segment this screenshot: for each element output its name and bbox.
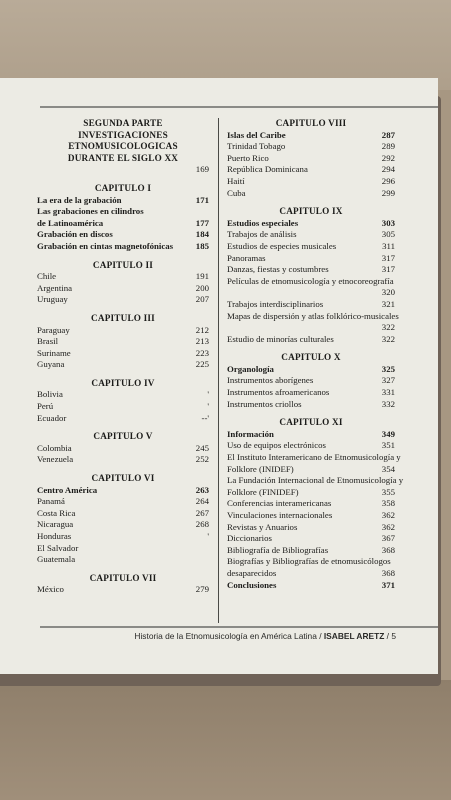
toc-entry-title: Honduras [37,531,72,541]
toc-entry-title: Información [227,428,274,439]
footer-title: Historia de la Etnomusicología en América Latina / [134,631,324,641]
toc-entry-page: 317 [381,252,395,263]
toc-entry-title: Estudios de especies musicales [227,240,337,251]
part-heading-line-4: DURANTE EL SIGLO XX [67,152,179,163]
toc-entry [37,195,209,207]
chapter-heading: CAPITULO II [92,259,154,270]
toc-entry-page: 264 [195,496,209,507]
toc-entry-title: Trabajos de análisis [227,229,297,240]
chapter-heading: CAPITULO X [281,352,341,363]
toc-entry-title: Argentina [37,282,73,293]
toc-entry-page: 320 [381,287,395,298]
toc-entry-page: 305 [381,229,395,240]
chapter-1-entries [37,195,209,253]
toc-entry [227,218,395,230]
top-rule [40,106,438,108]
toc-entry-title: Uso de equipos electrónicos [227,440,326,451]
toc-entry [227,464,395,476]
toc-entry-title: Paraguay [37,324,70,335]
toc-entry [37,543,209,555]
toc-entry-title: Las grabaciones en cilindros [37,206,144,217]
toc-entry-page: 191 [195,271,209,282]
toc-entry [37,413,209,425]
toc-entry-title: Islas del Caribe [227,129,286,140]
toc-entry-title: Haití [227,175,245,186]
toc-entry-page: 200 [195,282,209,293]
toc-entry-page: 303 [381,217,395,228]
toc-entry [37,325,209,337]
toc-entry [37,584,209,596]
toc-entry [227,387,395,399]
toc-entry-page: 296 [381,175,395,186]
toc-entry-page: 322 [381,322,395,333]
toc-entry-page: --' [201,412,209,423]
toc-entry-page: 371 [381,579,395,590]
toc-entry [227,452,401,464]
toc-entry-title: Instrumentos criollos [227,398,302,409]
toc-entry [227,522,395,534]
toc-entry [37,271,209,283]
toc-entry-page: 252 [195,454,209,465]
footer-page-number: / 5 [384,631,396,641]
toc-entry-title: Conferencias interamericanas [227,498,332,509]
toc-entry-title: Brasil [37,336,59,347]
toc-left-column [37,118,209,596]
part-heading-line-3: ETNOMUSICOLOGICAS [68,141,178,152]
toc-entry [227,141,395,153]
toc-entry [227,498,395,510]
toc-entry-title: Chile [37,271,57,282]
toc-entry-page: 322 [381,333,395,344]
chapter-heading: CAPITULO VIII [275,118,347,128]
toc-entry [37,336,209,348]
toc-right-column [227,118,404,591]
desk-background-top [0,0,451,90]
toc-entry [37,229,209,241]
toc-entry [227,176,395,188]
toc-entry [227,334,395,346]
toc-entry [37,218,209,230]
part-page-line [37,164,209,176]
toc-entry-title: Bolivia [37,389,63,400]
toc-entry [227,276,395,288]
toc-entry-title: Instrumentos aborígenes [227,375,314,386]
toc-entry-title: El Instituto Interamericano de Etnomusicología y [227,452,401,463]
chapter-heading: CAPITULO IV [91,377,155,388]
toc-entry [227,241,395,253]
column-divider [218,118,219,623]
toc-entry [37,348,209,360]
toc-entry [37,294,209,306]
toc-entry [227,545,395,557]
toc-entry [227,264,395,276]
chapter-heading: CAPITULO I [94,182,152,193]
toc-entry [227,487,395,499]
chapter-9-entries [227,217,399,346]
toc-entry-page: 355 [381,486,395,497]
toc-entry-title: Perú [37,401,54,412]
chapter-heading: CAPITULO VI [91,473,155,484]
chapter-heading: CAPITULO IX [279,206,343,217]
toc-entry-page: 245 [195,442,209,453]
toc-entry-title: La era de la grabación [37,194,122,205]
toc-entry-page: ' [207,531,209,541]
toc-entry-page: 177 [195,217,209,228]
toc-entry-title: Trabajos interdisciplinarios [227,298,324,309]
toc-entry [227,287,395,299]
chapter-7-entries [37,584,209,596]
toc-entry [227,229,395,241]
toc-entry-title: La Fundación Internacional de Etnomusicología y [227,475,404,486]
toc-entry-title: Danzas, fiestas y costumbres [227,264,329,275]
toc-entry [227,440,395,452]
toc-entry-page: 213 [195,336,209,347]
toc-entry [227,130,395,142]
toc-entry-page: ' [207,401,209,412]
toc-entry [227,510,395,522]
toc-entry-title: Cuba [227,187,246,198]
toc-entry [37,206,209,218]
toc-entry [37,554,209,566]
footer-author: ISABEL ARETZ [323,631,385,641]
toc-entry [227,188,395,200]
chapter-5-entries [37,443,209,466]
toc-entry-page: 267 [195,507,209,518]
toc-entry-page: 368 [381,544,395,555]
toc-entry [227,364,395,376]
toc-entry [227,556,395,568]
toc-entry-title: Panamá [37,496,65,507]
part-heading-line-1: SEGUNDA PARTE [83,118,163,128]
toc-entry-title: Instrumentos afroamericanos [227,387,330,398]
toc-entry-title: Nicaragua [37,519,74,530]
toc-entry-page: 299 [381,187,395,198]
toc-entry [227,533,395,545]
toc-entry-page: 287 [381,129,395,140]
toc-entry-page: 207 [195,294,209,305]
toc-entry [227,375,395,387]
toc-entry [227,429,395,441]
toc-entry-title: de Latinoamérica [37,217,104,228]
desk-background-bottom [0,680,451,800]
toc-entry [227,164,395,176]
toc-entry-page: 185 [195,240,209,251]
toc-entry-title: desaparecidos [227,567,277,578]
chapter-heading: CAPITULO V [93,431,153,442]
toc-entry-title: República Dominicana [227,164,308,175]
toc-entry-page: 212 [195,324,209,335]
chapter-4-entries [37,389,209,424]
toc-entry-page: 294 [381,164,395,175]
chapter-10-entries [227,364,395,410]
toc-entry-title: Folklore (INIDEF) [227,463,294,474]
toc-entry-title: Colombia [37,442,72,453]
toc-entry-page: 223 [195,347,209,358]
toc-entry-page: 268 [195,519,209,530]
part-page-number: 169 [195,164,209,175]
toc-entry-title: Vinculaciones internacionales [227,510,333,520]
chapter-2-entries [37,271,209,306]
toc-entry-page: 263 [195,484,209,495]
toc-entry-title: Mapas de dispersión y atlas folklórico-musicales [227,310,399,321]
toc-entry-page: 289 [381,141,395,152]
toc-entry-page: 367 [381,533,395,544]
toc-entry [227,322,395,334]
toc-entry-page: 325 [381,363,395,374]
toc-entry-title: México [37,584,64,595]
toc-entry [37,359,209,371]
toc-entry [37,443,209,455]
toc-entry-title: Costa Rica [37,507,76,518]
toc-entry-page: 184 [195,229,209,240]
toc-entry [37,496,209,508]
toc-entry [227,580,395,592]
toc-entry-page: 311 [382,240,395,251]
toc-entry-title: Puerto Rico [227,152,269,163]
toc-entry-title: Revistas y Anuarios [227,521,298,532]
chapter-heading: CAPITULO III [91,312,155,323]
part-heading-line-2: INVESTIGACIONES [78,129,168,140]
toc-entry-title: Estudios especiales [227,217,299,228]
toc-entry-page: 279 [195,584,209,595]
toc-entry-title: Centro América [37,484,98,495]
toc-entry-page: ' [207,389,209,400]
toc-entry-page: 331 [381,387,395,398]
toc-entry-page: 292 [381,152,395,163]
toc-entry-title: Panoramas [227,252,266,263]
toc-entry [37,485,209,497]
toc-entry [227,399,395,411]
toc-entry-title: Biografías y Bibliografías de etnomusicólogos [227,556,391,567]
toc-entry-title: Bibliografía de Bibliografías [227,544,329,555]
toc-entry-title: Ecuador [37,412,67,423]
toc-entry-page: 327 [381,375,395,386]
toc-entry-title: Venezuela [37,454,74,465]
toc-entry [227,568,395,580]
toc-entry-page: 317 [381,264,395,275]
chapter-11-entries [227,428,404,591]
toc-entry-page: 321 [381,298,395,309]
toc-entry-page: 362 [381,510,395,520]
toc-entry-page: 358 [381,498,395,509]
toc-entry-title: Diccionarios [227,533,272,544]
toc-entry-page: 349 [381,428,395,439]
chapter-8-entries [227,130,395,200]
toc-entry-page: 362 [381,521,395,532]
toc-entry-title: Organología [227,363,274,374]
toc-entry-title: Guatemala [37,554,76,565]
toc-entry-page: 354 [381,463,395,474]
toc-entry [37,508,209,520]
toc-entry-title: Trinidad Tobago [227,141,286,152]
running-footer [134,631,396,641]
toc-entry-page: 332 [381,398,395,409]
bottom-rule [40,626,438,628]
toc-entry [37,283,209,295]
toc-entry-title: Guyana [37,359,65,370]
toc-entry [37,519,209,531]
chapter-heading: CAPITULO VII [89,572,157,583]
toc-entry-page: 225 [195,359,209,370]
toc-entry-title: Folklore (FINIDEF) [227,486,299,497]
book-page [0,78,438,674]
chapter-3-entries [37,325,209,371]
toc-entry-page: 351 [381,440,395,451]
toc-entry-page: 171 [195,194,209,205]
toc-entry-title: Grabación en cintas magnetofónicas [37,240,174,251]
toc-entry-title: Conclusiones [227,579,277,590]
toc-entry [37,241,209,253]
toc-entry [227,153,395,165]
toc-entry [37,531,209,543]
toc-entry-title: El Salvador [37,542,79,553]
toc-entry-title: Estudio de minorías culturales [227,333,334,344]
chapter-6-entries [37,485,209,566]
toc-entry-title: Uruguay [37,294,68,305]
toc-entry [37,389,209,401]
toc-entry [227,253,395,265]
toc-entry [37,401,209,413]
toc-entry [227,475,404,487]
toc-entry-title: Películas de etnomusicología y etnocoreografía [227,275,394,286]
chapter-heading: CAPITULO XI [279,417,343,428]
toc-entry-page: 368 [381,567,395,578]
toc-entry [227,310,399,323]
toc-entry [37,454,209,466]
toc-entry-title: Suriname [37,347,71,358]
toc-entry-title: Grabación en discos [37,229,113,240]
toc-entry [227,299,395,311]
